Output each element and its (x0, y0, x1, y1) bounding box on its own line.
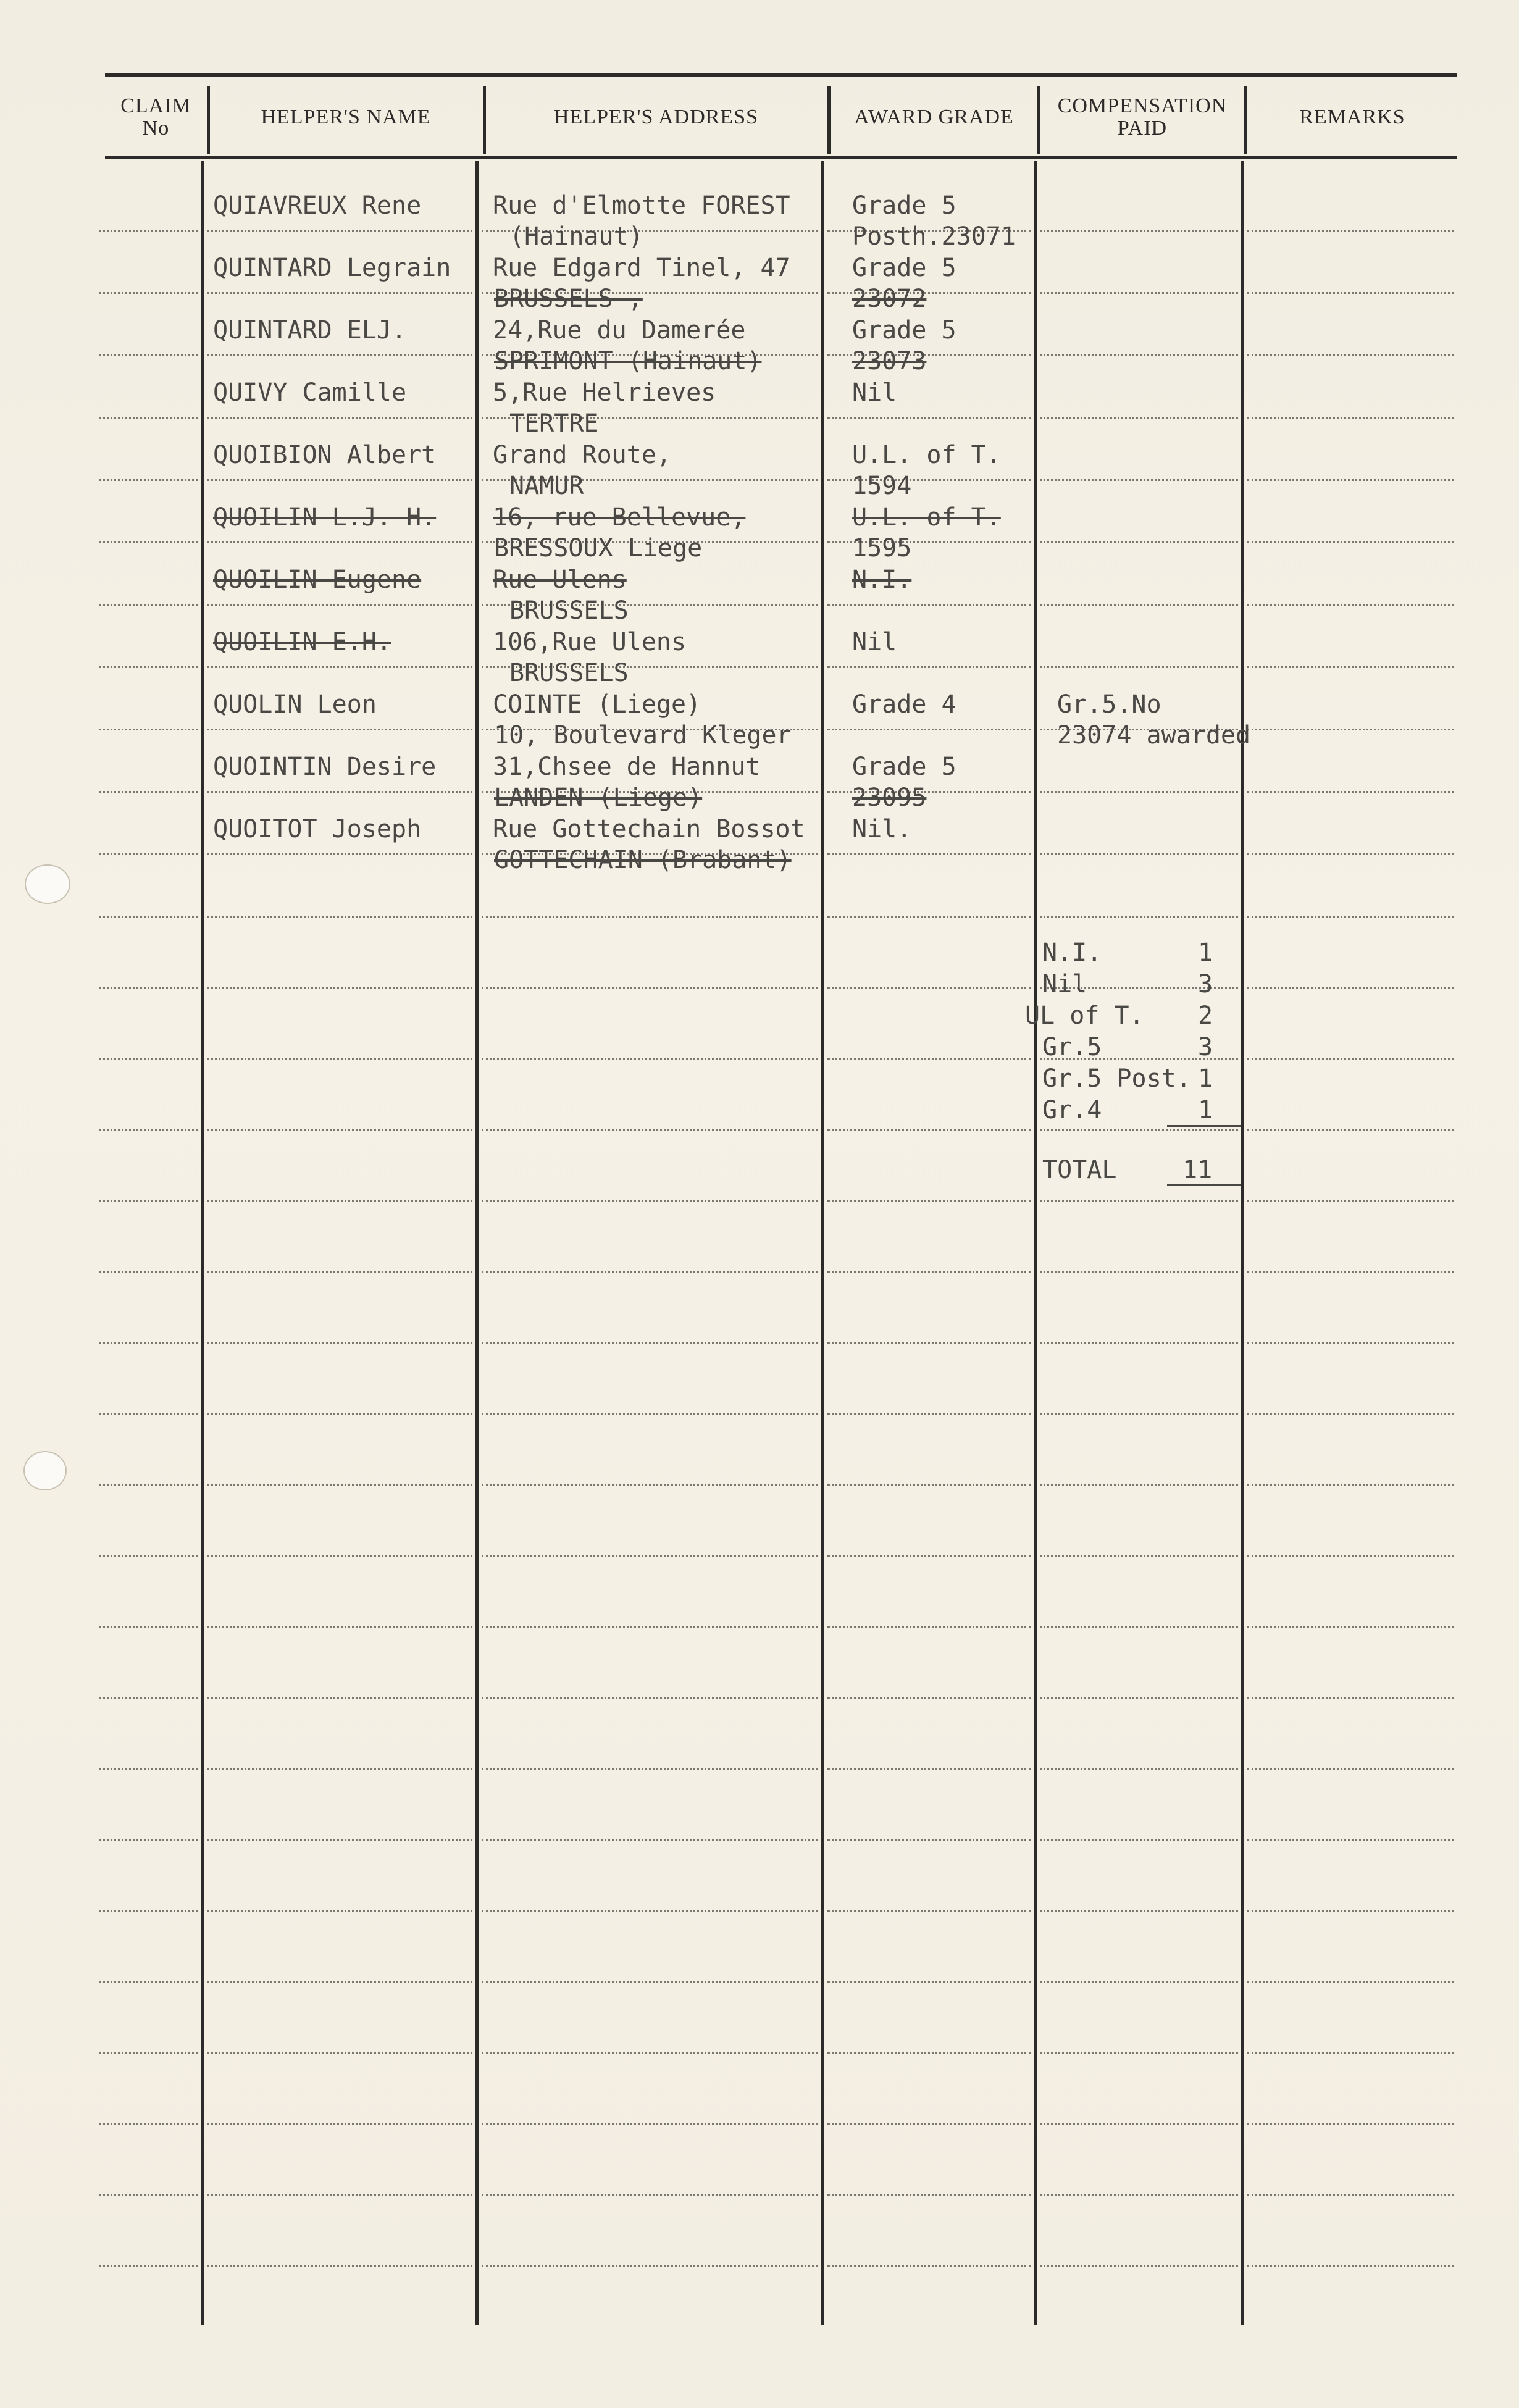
ruling-dots (99, 791, 198, 793)
ruling-dots (482, 916, 818, 918)
ruling-dots (827, 2194, 1031, 2196)
ruling-dots (1247, 987, 1454, 989)
ruling-dots (1040, 1555, 1238, 1557)
ruling-dots (1247, 541, 1454, 543)
helper-address-line2: (Hainaut) (509, 222, 643, 251)
ruling-dots (1247, 1555, 1454, 1557)
ruling-dots (99, 916, 198, 918)
ruling-dots (207, 1200, 472, 1202)
helper-address-line2: TERTRE (509, 409, 599, 438)
ruling-dots (827, 1555, 1031, 1557)
helper-address-line2: NAMUR (509, 472, 584, 500)
helper-address-line2: BRESSOUX Liege (494, 534, 703, 562)
ruling-dots (482, 1271, 818, 1273)
summary-label: Gr.5 (1042, 1033, 1102, 1061)
ruling-dots (1247, 292, 1454, 294)
helper-address-line2: LANDEN (Liege) (494, 784, 703, 812)
ruling-dots (482, 1484, 818, 1486)
ruling-dots (99, 292, 198, 294)
ruling-dots (1040, 541, 1238, 543)
ruling-dots (1040, 1342, 1238, 1344)
ruling-dots (1247, 1981, 1454, 1983)
ruling-dots (482, 1413, 818, 1415)
ruling-dots (1247, 1129, 1454, 1131)
column-divider-3 (827, 86, 831, 154)
column-divider-2 (483, 86, 486, 154)
helper-name: QUOILIN L.J. H. (213, 503, 437, 532)
ruling-dots (482, 1129, 818, 1131)
summary-count: 2 (1198, 1001, 1213, 1030)
ruling-dots (1247, 1200, 1454, 1202)
ruling-dots (482, 1910, 818, 1912)
ruling-dots (1247, 1626, 1454, 1628)
header-bottom-rule (105, 156, 1457, 159)
ruling-dots (1247, 1484, 1454, 1486)
helper-name: QUINTARD ELJ. (213, 316, 407, 345)
column-divider-1 (207, 86, 210, 154)
award-grade-line1: U.L. of T. (852, 503, 1001, 532)
ruling-dots (207, 1626, 472, 1628)
award-grade-line1: Grade 4 (852, 690, 956, 719)
ruling-dots (99, 1768, 198, 1770)
column-line-3 (821, 161, 824, 2325)
ruling-dots (207, 853, 472, 855)
ruling-dots (1247, 2265, 1454, 2267)
ruling-dots (1040, 2052, 1238, 2054)
award-grade-line1: U.L. of T. (852, 441, 1001, 469)
ruling-dots (99, 666, 198, 668)
ruling-dots (207, 604, 472, 606)
ruling-dots (1040, 1768, 1238, 1770)
ruling-dots (99, 1413, 198, 1415)
ruling-dots (99, 1626, 198, 1628)
ruling-dots (99, 1981, 198, 1983)
ruling-dots (482, 1555, 818, 1557)
total-count: 11 (1182, 1156, 1213, 1184)
column-divider-5 (1244, 86, 1247, 154)
ruling-dots (482, 2194, 818, 2196)
ruling-dots (207, 2265, 472, 2267)
helper-address-line2: 10, Boulevard Kleger (494, 721, 792, 750)
ruling-dots (207, 230, 472, 232)
summary-label: N.I. (1042, 939, 1102, 967)
ruling-dots (99, 2052, 198, 2054)
helper-address-line1: Rue Ulens (493, 566, 627, 594)
ruling-dots (1247, 853, 1454, 855)
ruling-dots (1247, 1839, 1454, 1841)
ruling-dots (1040, 604, 1238, 606)
ruling-dots (1247, 604, 1454, 606)
ruling-dots (207, 1981, 472, 1983)
helper-address-line1: 31,Chsee de Hannut (493, 753, 761, 781)
ruling-dots (207, 292, 472, 294)
ruling-dots (207, 1839, 472, 1841)
helper-address-line2: BRUSSELS (509, 596, 629, 625)
ruling-dots (1040, 1697, 1238, 1699)
helper-address-line1: Grand Route, (493, 441, 671, 469)
ruling-dots (207, 1129, 472, 1131)
ruling-dots (1040, 1981, 1238, 1983)
column-line-1 (201, 161, 204, 2325)
ruling-dots (207, 479, 472, 481)
ruling-dots (827, 1200, 1031, 1202)
helper-address-line2: SPRIMONT (Hainaut) (494, 347, 762, 375)
ruling-dots (827, 729, 1031, 730)
total-underline-top (1167, 1125, 1241, 1127)
helper-name: QUOILIN E.H. (213, 628, 391, 656)
helper-name: QUOINTIN Desire (213, 753, 437, 781)
ruling-dots (827, 417, 1031, 419)
award-grade-line2: 23095 (852, 784, 927, 812)
summary-label: Nil (1042, 970, 1087, 998)
ruling-dots (1247, 1910, 1454, 1912)
ruling-dots (482, 2265, 818, 2267)
ruling-dots (827, 1839, 1031, 1841)
ruling-dots (207, 1484, 472, 1486)
award-grade-line2: Posth.23071 (852, 222, 1016, 251)
ruling-dots (99, 853, 198, 855)
ruling-dots (827, 2123, 1031, 2125)
ruling-dots (207, 541, 472, 543)
ruling-dots (482, 1768, 818, 1770)
ruling-dots (1040, 2265, 1238, 2267)
helper-name: QUIAVREUX Rene (213, 191, 422, 220)
helper-address-line1: 24,Rue du Damerée (493, 316, 746, 345)
ruling-dots (1247, 230, 1454, 232)
ruling-dots (207, 354, 472, 356)
ruling-dots (1247, 417, 1454, 419)
helper-address-line1: Rue Gottechain Bossot (493, 815, 805, 843)
ruling-dots (482, 2052, 818, 2054)
award-grade-line2: 1595 (852, 534, 912, 562)
ruling-dots (99, 604, 198, 606)
ruling-dots (1040, 354, 1238, 356)
helper-address-line2: BRUSSELS , (494, 285, 643, 313)
ruling-dots (99, 354, 198, 356)
ruling-dots (827, 1626, 1031, 1628)
ruling-dots (207, 791, 472, 793)
ruling-dots (1040, 1839, 1238, 1841)
ruling-dots (827, 1910, 1031, 1912)
header-helper-name: HELPER'S NAME (261, 106, 431, 129)
ruling-dots (207, 1271, 472, 1273)
ruling-dots (1040, 1413, 1238, 1415)
helper-name: QUOIBION Albert (213, 441, 437, 469)
ruling-dots (99, 729, 198, 730)
ruling-dots (207, 916, 472, 918)
ruling-dots (827, 1981, 1031, 1983)
ruling-dots (1040, 916, 1238, 918)
column-line-2 (475, 161, 479, 2325)
ruling-dots (1247, 1271, 1454, 1273)
compensation-line2: 23074 awarded (1057, 721, 1251, 750)
helper-address-line1: 5,Rue Helrieves (493, 378, 716, 407)
award-grade-line1: Grade 5 (852, 254, 956, 282)
ruling-dots (99, 1555, 198, 1557)
header-compensation-paid: COMPENSATION PAID (1057, 94, 1228, 140)
ruling-dots (207, 1342, 472, 1344)
ruling-dots (482, 1200, 818, 1202)
ruling-dots (1040, 417, 1238, 419)
ruling-dots (1040, 1484, 1238, 1486)
ruling-dots (827, 1342, 1031, 1344)
ruling-dots (99, 987, 198, 989)
ruling-dots (827, 1484, 1031, 1486)
punch-hole-top (25, 864, 70, 904)
ruling-dots (207, 2194, 472, 2196)
ruling-dots (207, 1768, 472, 1770)
compensation-line1: Gr.5.No (1057, 690, 1161, 719)
ruling-dots (1247, 354, 1454, 356)
award-grade-line1: Grade 5 (852, 316, 956, 345)
ruling-dots (827, 916, 1031, 918)
summary-count: 3 (1198, 1033, 1213, 1061)
ruling-dots (1040, 853, 1238, 855)
ruling-dots (207, 666, 472, 668)
column-line-5 (1241, 161, 1244, 2325)
summary-count: 1 (1198, 1096, 1213, 1124)
ruling-dots (827, 1129, 1031, 1131)
ruling-dots (482, 1058, 818, 1060)
ruling-dots (1040, 479, 1238, 481)
award-grade-line1: Grade 5 (852, 191, 956, 220)
ruling-dots (827, 1058, 1031, 1060)
ruling-dots (482, 1697, 818, 1699)
ruling-dots (207, 987, 472, 989)
ruling-dots (99, 1129, 198, 1131)
ruling-dots (482, 987, 818, 989)
ruling-dots (99, 1484, 198, 1486)
ruling-dots (482, 1626, 818, 1628)
helper-address-line1: 106,Rue Ulens (493, 628, 687, 656)
ruling-dots (207, 1697, 472, 1699)
summary-count: 1 (1198, 939, 1213, 967)
ruling-dots (1247, 1768, 1454, 1770)
summary-label: UL of T. (1025, 1001, 1144, 1030)
award-grade-line2: 23072 (852, 285, 927, 313)
ruling-dots (1040, 292, 1238, 294)
ruling-dots (1040, 1129, 1238, 1131)
helper-address-line2: BRUSSELS (509, 659, 629, 687)
ruling-dots (827, 2052, 1031, 2054)
ruling-dots (482, 2123, 818, 2125)
ruling-dots (99, 1910, 198, 1912)
ruling-dots (827, 604, 1031, 606)
total-underline-bottom (1167, 1184, 1241, 1186)
helper-name: QUOILIN Eugene (213, 566, 422, 594)
column-divider-4 (1037, 86, 1040, 154)
ruling-dots (1247, 479, 1454, 481)
ruling-dots (99, 541, 198, 543)
ruling-dots (99, 1697, 198, 1699)
ruling-dots (99, 417, 198, 419)
ruling-dots (1040, 2194, 1238, 2196)
ruling-dots (1040, 1910, 1238, 1912)
ruling-dots (827, 853, 1031, 855)
header-claim-no: CLAIM No (120, 94, 191, 140)
ruling-dots (99, 2123, 198, 2125)
award-grade-line2: 1594 (852, 472, 912, 500)
ruling-dots (207, 1058, 472, 1060)
helper-address-line2: GOTTECHAIN (Brabant) (494, 846, 792, 874)
helper-name: QUIVY Camille (213, 378, 407, 407)
header-top-rule (105, 73, 1457, 77)
ruling-dots (482, 1342, 818, 1344)
summary-count: 3 (1198, 970, 1213, 998)
helper-name: QUOITOT Joseph (213, 815, 422, 843)
ruling-dots (1247, 1413, 1454, 1415)
ruling-dots (207, 1555, 472, 1557)
ruling-dots (1247, 1697, 1454, 1699)
ruling-dots (207, 729, 472, 730)
ruling-dots (827, 987, 1031, 989)
ruling-dots (1040, 1271, 1238, 1273)
header-helper-address: HELPER'S ADDRESS (553, 106, 759, 129)
ruling-dots (207, 2123, 472, 2125)
ruling-dots (99, 2265, 198, 2267)
award-grade-line1: Nil (852, 628, 897, 656)
ruling-dots (207, 417, 472, 419)
ruling-dots (482, 1981, 818, 1983)
ruling-dots (827, 1413, 1031, 1415)
helper-address-line1: Rue d'Elmotte FOREST (493, 191, 790, 220)
helper-address-line1: Rue Edgard Tinel, 47 (493, 254, 790, 282)
ruling-dots (482, 1839, 818, 1841)
ruling-dots (99, 1058, 198, 1060)
total-label: TOTAL (1042, 1156, 1117, 1184)
ruling-dots (207, 2052, 472, 2054)
ruling-dots (1040, 791, 1238, 793)
ruling-dots (1247, 2194, 1454, 2196)
header-remarks: REMARKS (1299, 106, 1405, 129)
ruling-dots (1040, 2123, 1238, 2125)
ruling-dots (1247, 2123, 1454, 2125)
summary-label: Gr.5 Post. (1042, 1064, 1191, 1093)
ruling-dots (99, 1271, 198, 1273)
punch-hole-bottom (23, 1451, 67, 1490)
summary-label: Gr.4 (1042, 1096, 1102, 1124)
ruling-dots (1040, 1626, 1238, 1628)
ruling-dots (827, 666, 1031, 668)
ruling-dots (99, 2194, 198, 2196)
ruling-dots (99, 1839, 198, 1841)
ruling-dots (99, 230, 198, 232)
award-grade-line2: 23073 (852, 347, 927, 375)
ruling-dots (1247, 791, 1454, 793)
ruling-dots (99, 1342, 198, 1344)
ruling-dots (207, 1413, 472, 1415)
ruling-dots (1247, 916, 1454, 918)
award-grade-line1: Grade 5 (852, 753, 956, 781)
ruling-dots (1247, 666, 1454, 668)
ruling-dots (1247, 1342, 1454, 1344)
ruling-dots (1040, 230, 1238, 232)
award-grade-line1: Nil (852, 378, 897, 407)
ruling-dots (1040, 666, 1238, 668)
ruling-dots (1040, 1200, 1238, 1202)
award-grade-line1: N.I. (852, 566, 912, 594)
ruling-dots (99, 479, 198, 481)
ruling-dots (1247, 2052, 1454, 2054)
ruling-dots (1247, 1058, 1454, 1060)
ruling-dots (99, 1200, 198, 1202)
helper-name: QUOLIN Leon (213, 690, 377, 719)
ruling-dots (827, 1697, 1031, 1699)
ruling-dots (1247, 729, 1454, 730)
ruling-dots (207, 1910, 472, 1912)
ruling-dots (827, 1768, 1031, 1770)
header-award-grade: AWARD GRADE (854, 106, 1014, 129)
ruling-dots (827, 1271, 1031, 1273)
helper-address-line1: 16, rue Bellevue, (493, 503, 746, 532)
column-line-4 (1034, 161, 1037, 2325)
helper-name: QUINTARD Legrain (213, 254, 451, 282)
summary-count: 1 (1198, 1064, 1213, 1093)
helper-address-line1: COINTE (Liege) (493, 690, 701, 719)
award-grade-line1: Nil. (852, 815, 912, 843)
ruling-dots (827, 2265, 1031, 2267)
